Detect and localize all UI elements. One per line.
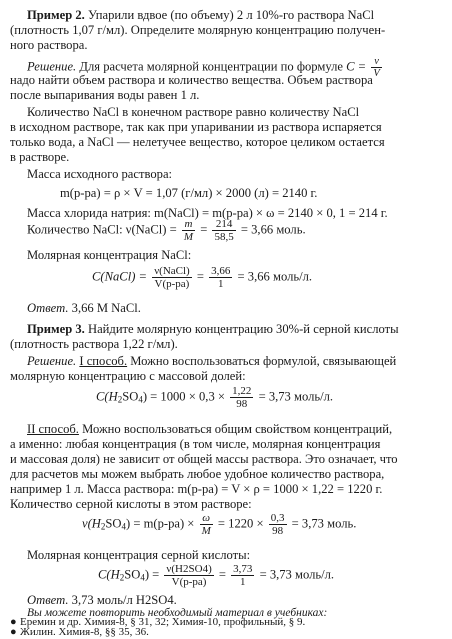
fraction-03-over-98 <box>269 512 287 537</box>
method-2-line-5: например 1 л. Масса раствора: m(р-ра) = V × ρ = 1000 × 1,22 = 1220 г. <box>10 482 383 496</box>
equation-result: = 3,73 моль/л. <box>258 389 334 404</box>
fraction-denominator: 1 <box>240 576 246 588</box>
method-2-line-1 <box>27 422 392 437</box>
equals-sign: = <box>196 269 204 284</box>
fraction-numerator: ω <box>200 512 213 525</box>
solution-label: Решение. <box>27 354 77 368</box>
equation-result: = 3,73 моль/л. <box>259 567 335 582</box>
formula-part: C(H <box>98 567 120 582</box>
method-2-text: Можно воспользоваться общим свойством концентраций, <box>82 422 393 436</box>
fraction-373-over-1 <box>231 563 254 588</box>
example-2-solution-line-2: надо найти объем раствора и количество вещества. Объем раствора <box>10 73 373 87</box>
subscript: 4 <box>138 394 143 405</box>
example-2-solution-line-3: после выпаривания воды равен 1 л. <box>10 88 200 102</box>
fraction-m-over-m <box>182 218 195 243</box>
fraction-denominator: 58,5 <box>214 231 234 243</box>
fraction-numerator: 1,22 <box>232 385 252 397</box>
formula-part: C(H <box>96 389 118 404</box>
example-3-molar-intro: Молярная концентрация серной кислоты: <box>27 548 251 562</box>
molar-intro: Молярная концентрация NaCl: <box>27 248 192 262</box>
example-3-line-1 <box>27 322 399 337</box>
example-3-text: Найдите молярную концентрацию 30%-й серной кислоты <box>87 322 399 336</box>
formula-c: C = <box>346 59 367 74</box>
formula-part: ν(H <box>82 516 101 531</box>
formula-part: SO <box>124 567 141 582</box>
answer-text: 3,73 моль/л H2SO4. <box>71 593 177 607</box>
bullet-icon: ● <box>10 616 17 628</box>
fraction-nu-over-v <box>164 563 213 588</box>
example-2-title: Пример 2. <box>27 8 85 22</box>
quantity-result: = 3,66 моль. <box>240 222 306 237</box>
solution-text: Можно воспользоваться формулой, связывающей <box>130 354 397 368</box>
fraction-denominator: V(р-ра) <box>154 278 190 290</box>
solution-label: Решение. <box>27 59 77 74</box>
fraction-denominator: 1 <box>218 278 224 290</box>
formula-part: ) = m(р-ра) × <box>126 516 195 531</box>
textbook-reference-intro: Вы можете повторить необходимый материал в учебниках: <box>27 607 328 619</box>
answer-label: Ответ. <box>27 301 69 315</box>
formula-part: SO <box>122 389 139 404</box>
fraction-numerator: 3,73 <box>233 563 253 575</box>
method-2-line-6: Количество серной кислоты в этом растворе: <box>10 497 252 511</box>
fraction-122-over-98 <box>230 385 253 410</box>
subscript: 4 <box>140 572 145 583</box>
fraction-denominator: V <box>373 68 380 79</box>
fraction-numerator: m <box>182 218 195 231</box>
example-2-line-1 <box>27 8 374 23</box>
fraction-denominator: 98 <box>236 398 248 410</box>
subscript: 4 <box>121 521 126 532</box>
reference-text: Еремин и др. Химия-8, § 31, 32; Химия-10, профильный, § 9. <box>20 616 306 628</box>
paragraph-line-2: в исходном растворе, так как при упаривании из раствора испаряется <box>10 120 382 134</box>
bullet-icon: ● <box>10 626 17 638</box>
equation-method-2-concentration <box>98 563 334 588</box>
formula-part: ) = 1000 × 0,3 × <box>142 389 225 404</box>
subscript: 2 <box>119 572 125 583</box>
example-2-line-2: (плотность 1,07 г/мл). Определите молярную концентрацию получен- <box>10 23 386 37</box>
subscript: 2 <box>100 521 106 532</box>
example-3-answer <box>27 593 177 608</box>
example-2-text: Упарили вдвое (по объему) 2 л 10%-го раствора NaCl <box>87 8 375 22</box>
equation-concentration <box>92 265 312 290</box>
method-2-line-3: и массовая доля) не зависит от общей массы раствора. Это означает, что <box>10 452 398 466</box>
example-3-line-2: (плотность раствора 1,22 г/мл). <box>10 337 178 351</box>
fraction-366-over-1 <box>209 265 232 290</box>
concentration-result: = 3,66 моль/л. <box>237 269 313 284</box>
equation-method-1 <box>96 385 333 410</box>
example-3-solution-line-2: молярную концентрацию с массовой долей: <box>10 369 246 383</box>
fraction-numerator: 214 <box>212 218 235 231</box>
method-1-label: I способ. <box>79 354 128 368</box>
reference-text: Жилин. Химия-8, §§ 35, 36. <box>20 626 149 638</box>
equation-quantity <box>27 218 306 243</box>
method-2-line-4: для расчетов мы можем выбрать любое удобное количество раствора, <box>10 467 385 481</box>
fraction-nu-over-v <box>152 265 192 290</box>
example-3-solution-line-1 <box>27 354 396 369</box>
reference-item-2 <box>10 627 149 637</box>
fraction-214-over-58 <box>212 218 235 243</box>
subscript: 2 <box>117 394 123 405</box>
nacl-mass-line: Масса хлорида натрия: m(NaCl) = m(р-ра) × ω = 2140 × 0, 1 = 214 г. <box>27 206 388 220</box>
paragraph-line-4: в растворе. <box>10 150 70 164</box>
fraction-numerator: ν(NaCl) <box>154 265 190 277</box>
fraction-omega-over-m <box>200 512 213 537</box>
paragraph-line-3: только вода, а NaCl — нелетучее вещество, которое целиком остается <box>10 135 385 149</box>
solution-text: Для расчета молярной концентрации по формуле <box>79 59 343 74</box>
fraction-numerator: 3,66 <box>211 265 231 277</box>
fraction-numerator: ν <box>371 56 381 68</box>
equals-sign: = <box>200 222 208 237</box>
equation-method-2-quantity <box>82 512 356 537</box>
fraction-numerator: ν(H2SO4) <box>166 563 212 575</box>
formula-part: SO <box>105 516 122 531</box>
fraction-denominator: V(р-ра) <box>171 576 207 588</box>
answer-label: Ответ. <box>27 593 69 607</box>
fraction-numerator: 0,3 <box>270 512 285 524</box>
equation-result: = 3,73 моль. <box>291 516 357 531</box>
mass-intro: Масса исходного раствора: <box>27 167 173 181</box>
example-3-title: Пример 3. <box>27 322 85 336</box>
method-2-line-2: а именно: любая концентрация (в том числе, молярная концентрация <box>10 437 381 451</box>
method-2-label: II способ. <box>27 422 79 436</box>
quantity-label: Количество NaCl: ν(NaCl) = <box>27 222 177 237</box>
example-2-answer <box>27 301 141 316</box>
fraction-denominator: M <box>183 231 194 243</box>
concentration-label: C(NaCl) = <box>92 269 148 284</box>
formula-part: ) = <box>144 567 160 582</box>
example-2-line-3: ного раствора. <box>10 38 88 52</box>
formula-part: = 1220 × <box>217 516 264 531</box>
equals-sign: = <box>218 567 226 582</box>
fraction-denominator: 98 <box>272 525 284 537</box>
equation-mass: m(р-ра) = ρ × V = 1,07 (г/мл) × 2000 (л) = 2140 г. <box>60 186 318 200</box>
paragraph-line-1: Количество NaCl в конечном растворе равно количеству NaCl <box>27 105 360 119</box>
answer-text: 3,66 M NaCl. <box>71 301 141 315</box>
fraction-denominator: M <box>201 525 211 537</box>
